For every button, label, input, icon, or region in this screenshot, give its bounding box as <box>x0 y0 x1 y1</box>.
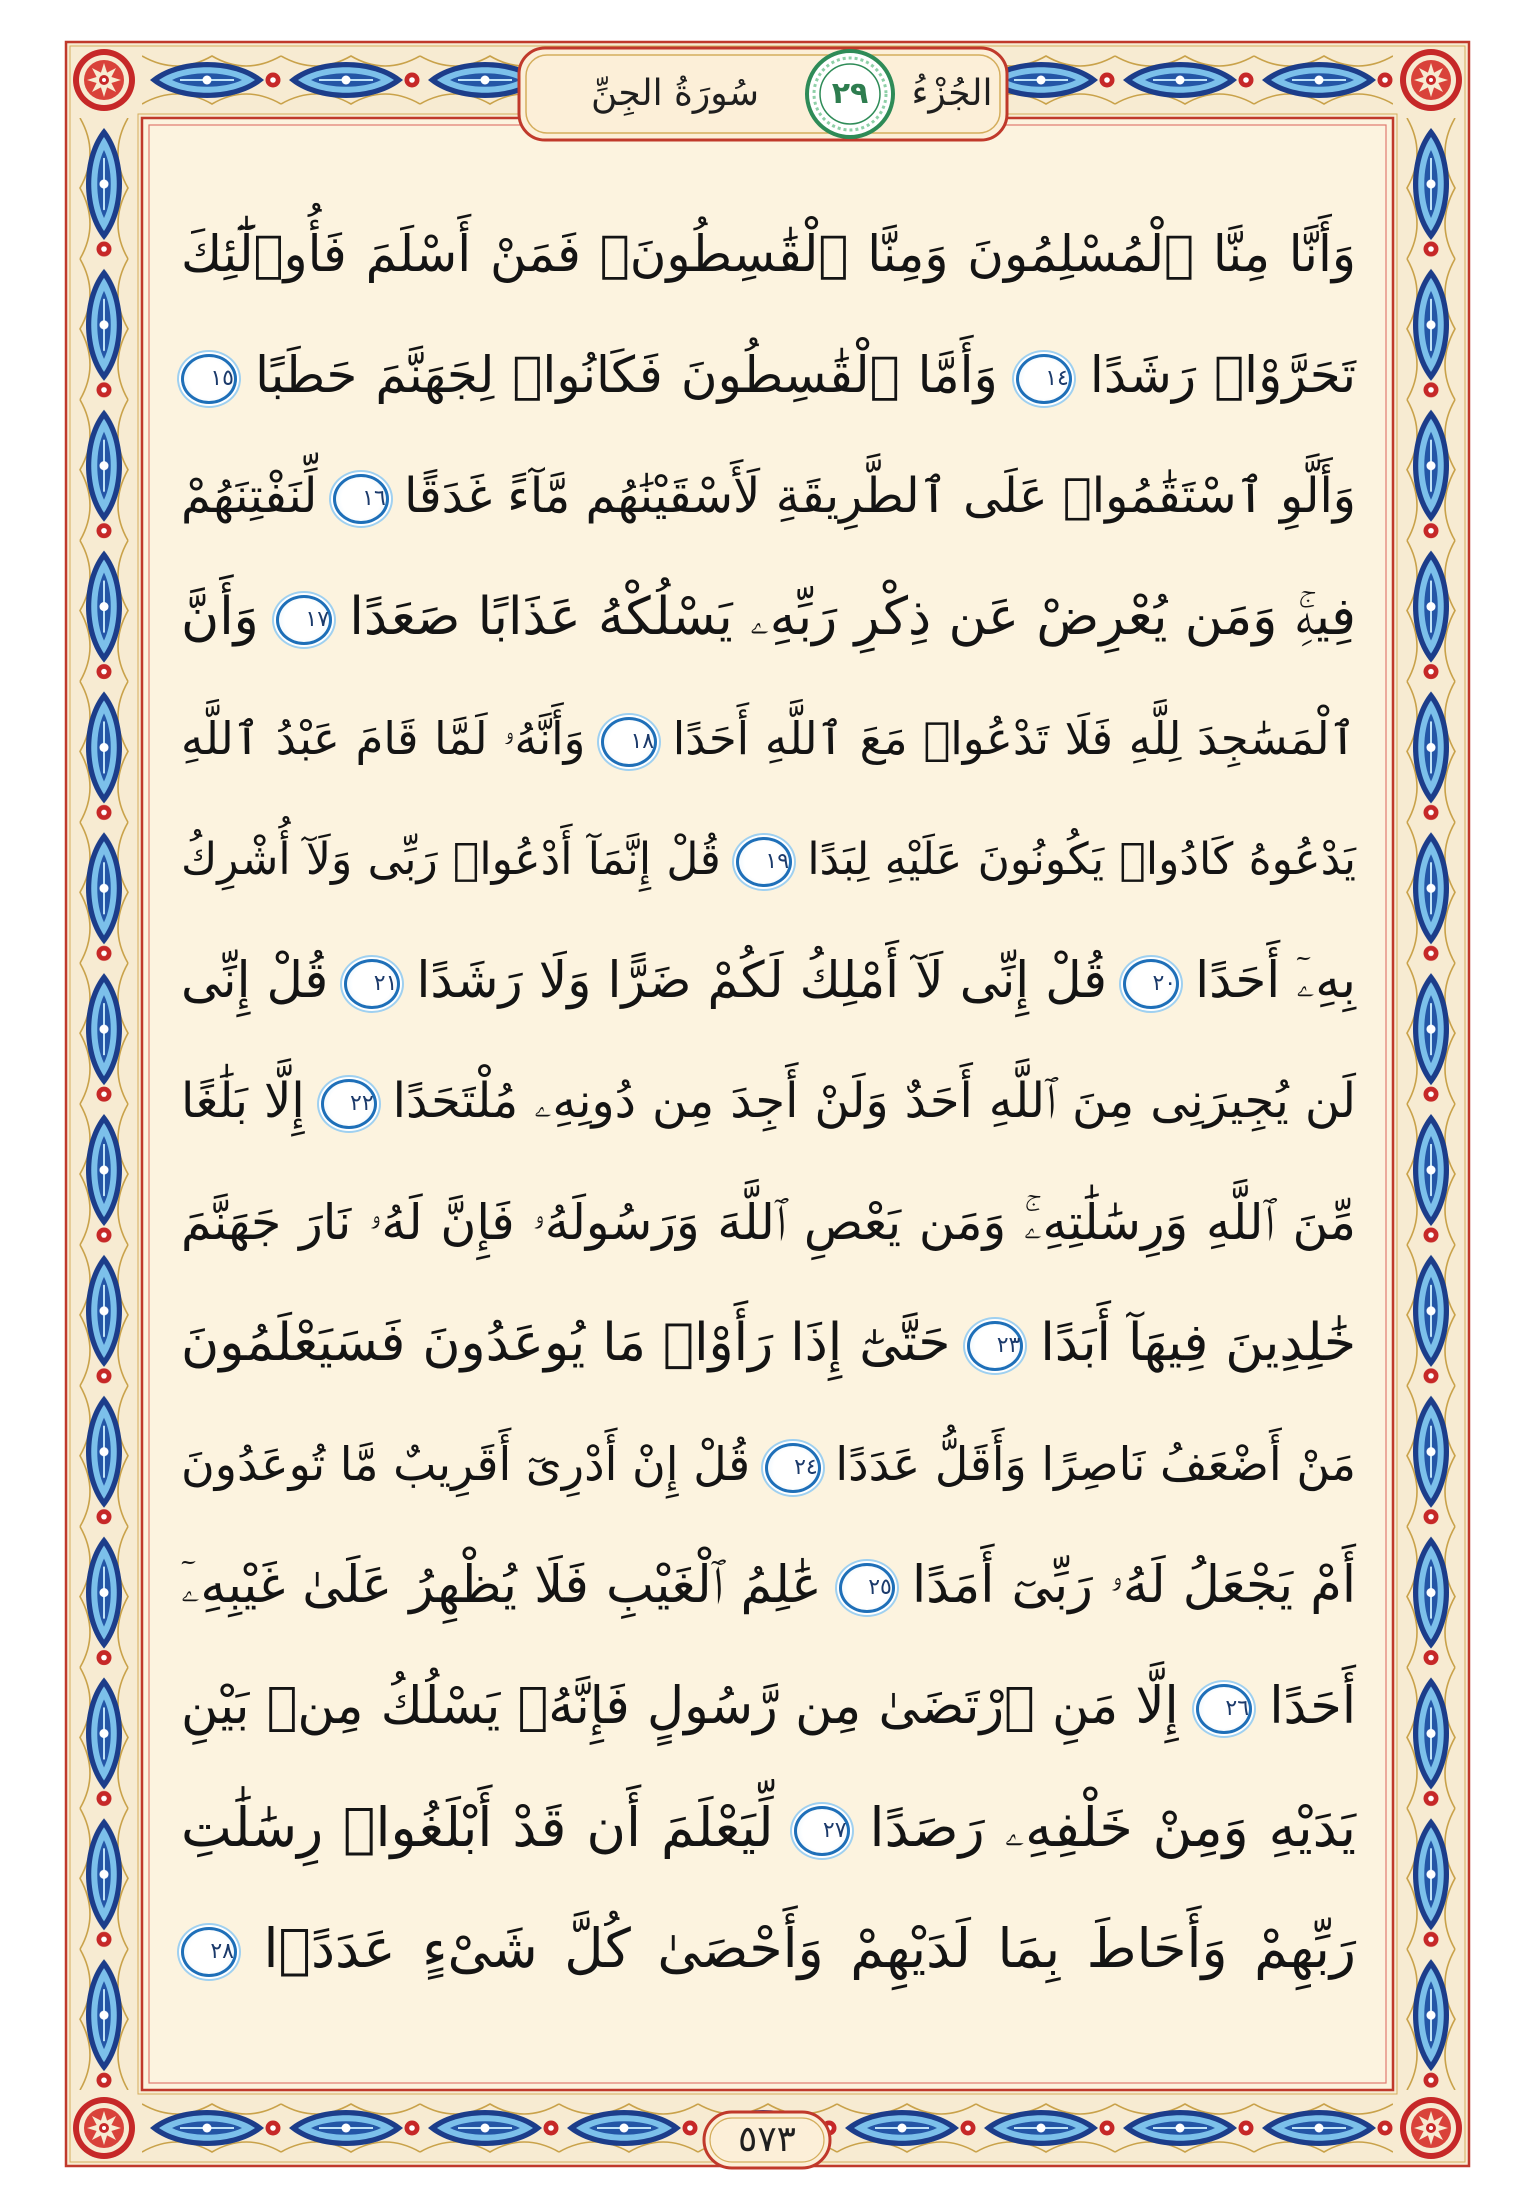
ayah-text: وَأَنَّ <box>181 587 259 647</box>
text-line <box>181 557 1356 678</box>
ayah-number: ٢٥ <box>868 1575 892 1600</box>
ayah-number: ٢٦ <box>1225 1696 1250 1721</box>
ayah-text: عَٰلِمُ ٱلْغَيْبِ فَلَا يُظْهِرُ عَلَىٰ غَيْبِهِۦٓ <box>181 1556 822 1615</box>
text-line <box>181 194 1356 315</box>
text-line <box>181 1525 1356 1646</box>
ayah-text: لِّيَعْلَمَ أَن قَدْ أَبْلَغُوا۟ رِسَٰلَٰتِ <box>181 1796 774 1859</box>
ayah-text: إِلَّا بَلَٰغًا <box>181 1073 305 1129</box>
ayah-text: قُلْ إِنْ أَدْرِىٓ أَقَرِيبٌ مَّا تُوعَدُونَ <box>181 1437 751 1491</box>
ayah-text: تَحَرَّوْا۟ رَشَدًا <box>1089 346 1356 404</box>
ayah-number-marker <box>1196 1684 1252 1734</box>
ayah-number: ١٧ <box>305 607 330 632</box>
ayah-number: ٢٠ <box>1152 970 1177 996</box>
border-band-right <box>1393 118 1469 2090</box>
corner-rosette <box>66 42 142 118</box>
text-line <box>181 678 1356 799</box>
ayah-text: قُلْ إِنِّى <box>181 951 329 1009</box>
quran-text-block <box>181 194 1356 2009</box>
ayah-number: ٢٧ <box>822 1818 847 1844</box>
juz-number: ٢٩ <box>831 76 869 111</box>
ayah-text: وَأَلَّوِ ٱسْتَقَٰمُوا۟ عَلَى ٱلطَّرِيقَةِ لَأَسْقَيْنَٰهُم مَّآءً غَدَقًا <box>404 468 1356 524</box>
text-line <box>181 315 1356 436</box>
juz-label: الجُزْءُ <box>911 73 993 114</box>
text-line <box>181 799 1356 920</box>
text-line <box>181 1888 1356 2009</box>
ayah-number-marker <box>601 717 657 767</box>
ayah-number-marker <box>1123 959 1179 1009</box>
ayah-number: ٢٤ <box>794 1454 818 1480</box>
ayah-text: بِهِۦٓ أَحَدًا <box>1195 951 1356 1009</box>
ayah-number-marker <box>344 959 400 1009</box>
ayah-text: فِيهِۚ وَمَن يُعْرِضْ عَن ذِكْرِ رَبِّهِۦ يَسْلُكْهُ عَذَابًا صَعَدًا <box>349 587 1357 647</box>
ayah-number: ١٨ <box>630 729 655 754</box>
ayah-number-marker <box>181 354 237 404</box>
text-line <box>181 1162 1356 1283</box>
ayah-text: وَأَمَّا ٱلْقَٰسِطُونَ فَكَانُوا۟ لِجَهَنَّمَ حَطَبًا <box>255 346 998 404</box>
ayah-text: أَمْ يَجْعَلُ لَهُۥ رَبِّىٓ أَمَدًا <box>911 1556 1356 1615</box>
ayah-number-marker <box>839 1563 895 1613</box>
ayah-number: ٢٨ <box>210 1939 234 1965</box>
ayah-text: مَنْ أَضْعَفُ نَاصِرًا وَأَقَلُّ عَدَدًا <box>835 1437 1356 1491</box>
ayah-number-marker <box>321 1079 377 1129</box>
text-line <box>181 1646 1356 1767</box>
text-line <box>181 1041 1356 1162</box>
ayah-text: يَدْعُوهُ كَادُوا۟ يَكُونُونَ عَلَيْهِ لِبَدًا <box>807 834 1356 885</box>
ayah-text: وَأَنَّهُۥ لَمَّا قَامَ عَبْدُ ٱللَّهِ <box>181 712 586 765</box>
corner-rosette <box>66 2090 142 2166</box>
ayah-number: ٢٢ <box>350 1091 374 1116</box>
ayah-text: يَدَيْهِ وَمِنْ خَلْفِهِۦ رَصَدًا <box>869 1796 1356 1859</box>
ayah-text: رَبِّهِمْ وَأَحَاطَ بِمَا لَدَيْهِمْ وَأَحْصَىٰ كُلَّ شَىْءٍ عَدَدًۢا <box>263 1917 1357 1980</box>
ayah-number-marker <box>1016 354 1072 404</box>
ayah-number: ١٥ <box>210 365 234 391</box>
text-line <box>181 436 1356 557</box>
ayah-number-marker <box>181 1927 237 1977</box>
ayah-text: حَتَّىٰٓ إِذَا رَأَوْا۟ مَا يُوعَدُونَ فَسَيَعْلَمُونَ <box>181 1313 951 1373</box>
text-line <box>181 1767 1356 1888</box>
ayah-text: مِّنَ ٱللَّهِ وَرِسَٰلَٰتِهِۦۚ وَمَن يَعْصِ ٱللَّهَ وَرَسُولَهُۥ فَإِنَّ لَهُۥ نَارَ جَهَنَّمَ <box>181 1194 1356 1251</box>
ayah-number-marker <box>333 474 389 524</box>
ayah-number: ٢٣ <box>996 1333 1021 1358</box>
ayah-number-marker <box>276 595 332 645</box>
ayah-number: ١٤ <box>1045 365 1069 391</box>
ayah-text: إِلَّا مَنِ ٱرْتَضَىٰ مِن رَّسُولٍ فَإِنَّهُۥ يَسْلُكُ مِنۢ بَيْنِ <box>181 1677 1179 1736</box>
ayah-number: ٢١ <box>373 970 398 996</box>
ayah-number-marker <box>967 1321 1023 1371</box>
surah-name: سُورَةُ الجِنِّ <box>590 73 760 114</box>
ayah-number-marker <box>736 837 792 887</box>
ayah-text: أَحَدًا <box>1269 1677 1356 1736</box>
text-line <box>181 1404 1356 1525</box>
text-line <box>181 1283 1356 1404</box>
corner-rosette <box>1393 2090 1469 2166</box>
ayah-number: ١٦ <box>362 486 386 511</box>
text-line <box>181 920 1356 1041</box>
page-number: ٥٧٣ <box>737 2119 796 2160</box>
border-band-left <box>66 118 142 2090</box>
ayah-number: ١٩ <box>765 849 790 874</box>
ayah-text: وَأَنَّا مِنَّا ٱلْمُسْلِمُونَ وَمِنَّا ٱلْقَٰسِطُونَۖ فَمَنْ أَسْلَمَ فَأُو۟لَٰٓئِكَ <box>181 225 1356 283</box>
ayah-text: ٱلْمَسَٰجِدَ لِلَّهِ فَلَا تَدْعُوا۟ مَعَ ٱللَّهِ أَحَدًا <box>672 712 1356 765</box>
ayah-text: لَن يُجِيرَنِى مِنَ ٱللَّهِ أَحَدٌ وَلَنْ أَجِدَ مِن دُونِهِۦ مُلْتَحَدًا <box>392 1073 1356 1129</box>
ayah-text: قُلْ إِنَّمَآ أَدْعُوا۟ رَبِّى وَلَآ أُشْرِكُ <box>181 834 721 885</box>
corner-rosette <box>1393 42 1469 118</box>
ayah-text: لِّنَفْتِنَهُمْ <box>181 468 318 524</box>
ayah-text: خَٰلِدِينَ فِيهَآ أَبَدًا <box>1040 1313 1356 1373</box>
ayah-number-marker <box>794 1806 850 1856</box>
ayah-text: قُلْ إِنِّى لَآ أَمْلِكُ لَكُمْ ضَرًّا وَلَا رَشَدًا <box>416 951 1108 1009</box>
ayah-number-marker <box>765 1443 821 1493</box>
